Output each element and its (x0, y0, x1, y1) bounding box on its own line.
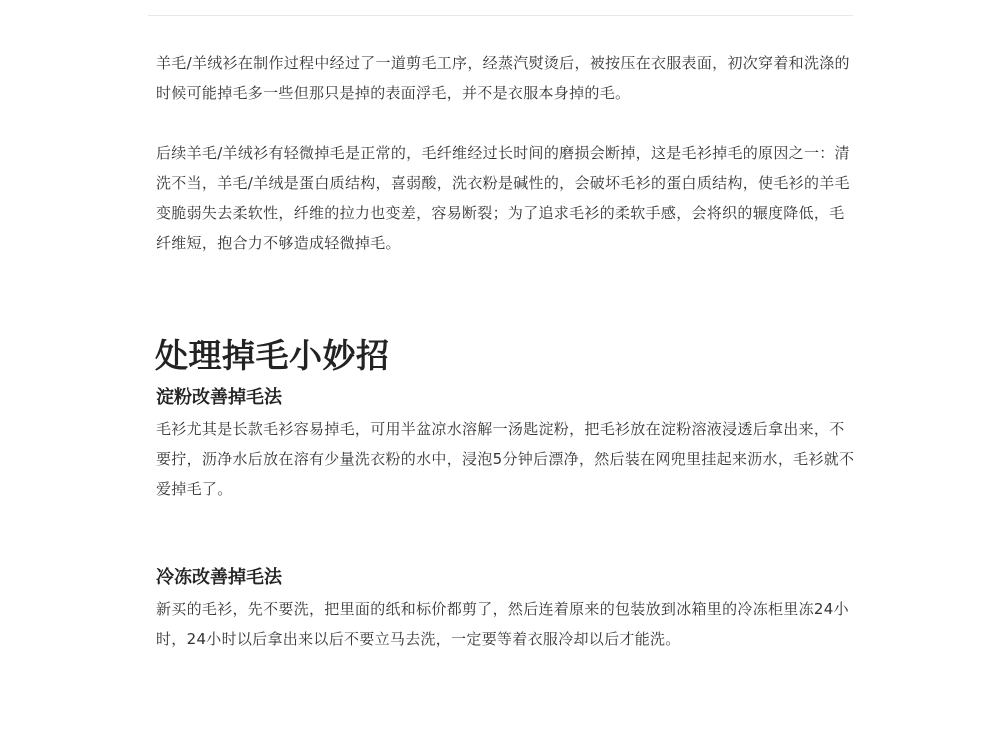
tip-title-freeze: 冷冻改善掉毛法 (156, 567, 282, 588)
tip-body-starch: 毛衫尤其是长款毛衫容易掉毛，可用半盆凉水溶解一汤匙淀粉，把毛衫放在淀粉溶液浸透后拿出来，不要拧，沥净水后放在溶有少量洗衣粉的水中，浸泡5分钟后漂净，然后装在网兜里挂起来沥水，毛衫就不爱掉毛了。 (156, 420, 855, 498)
tips-heading: 处理掉毛小妙招 (155, 336, 390, 375)
intro-paragraph-2: 后续羊毛/羊绒衫有轻微掉毛是正常的，毛纤维经过长时间的磨损会断掉，这是毛衫掉毛的原因之一：清洗不当，羊毛/羊绒是蛋白质结构，喜弱酸，洗衣粉是碱性的，会破坏毛衫的蛋白质结构，使毛衫的羊毛变脆弱失去柔软性，纤维的拉力也变差，容易断裂；为了追求毛衫的柔软手感，会将织的辗度降低，毛纤维短，抱合力不够造成轻微掉毛。 (156, 144, 850, 252)
tip-body-freeze: 新买的毛衫，先不要洗，把里面的纸和标价都剪了，然后连着原来的包装放到冰箱里的冷冻柜里冻24小时，24小时以后拿出来以后不要立马去洗，一定要等着衣服冷却以后才能洗。 (156, 600, 849, 648)
intro-paragraph-1: 羊毛/羊绒衫在制作过程中经过了一道剪毛工序，经蒸汽熨烫后，被按压在衣服表面，初次穿着和洗涤的时候可能掉毛多一些但那只是掉的表面浮毛，并不是衣服本身掉的毛。 (156, 54, 850, 102)
tip-section-starch (156, 384, 856, 504)
tip-section-freeze (156, 564, 856, 654)
article-body (156, 48, 856, 654)
top-divider (148, 15, 853, 16)
tip-title-starch: 淀粉改善掉毛法 (156, 387, 282, 408)
